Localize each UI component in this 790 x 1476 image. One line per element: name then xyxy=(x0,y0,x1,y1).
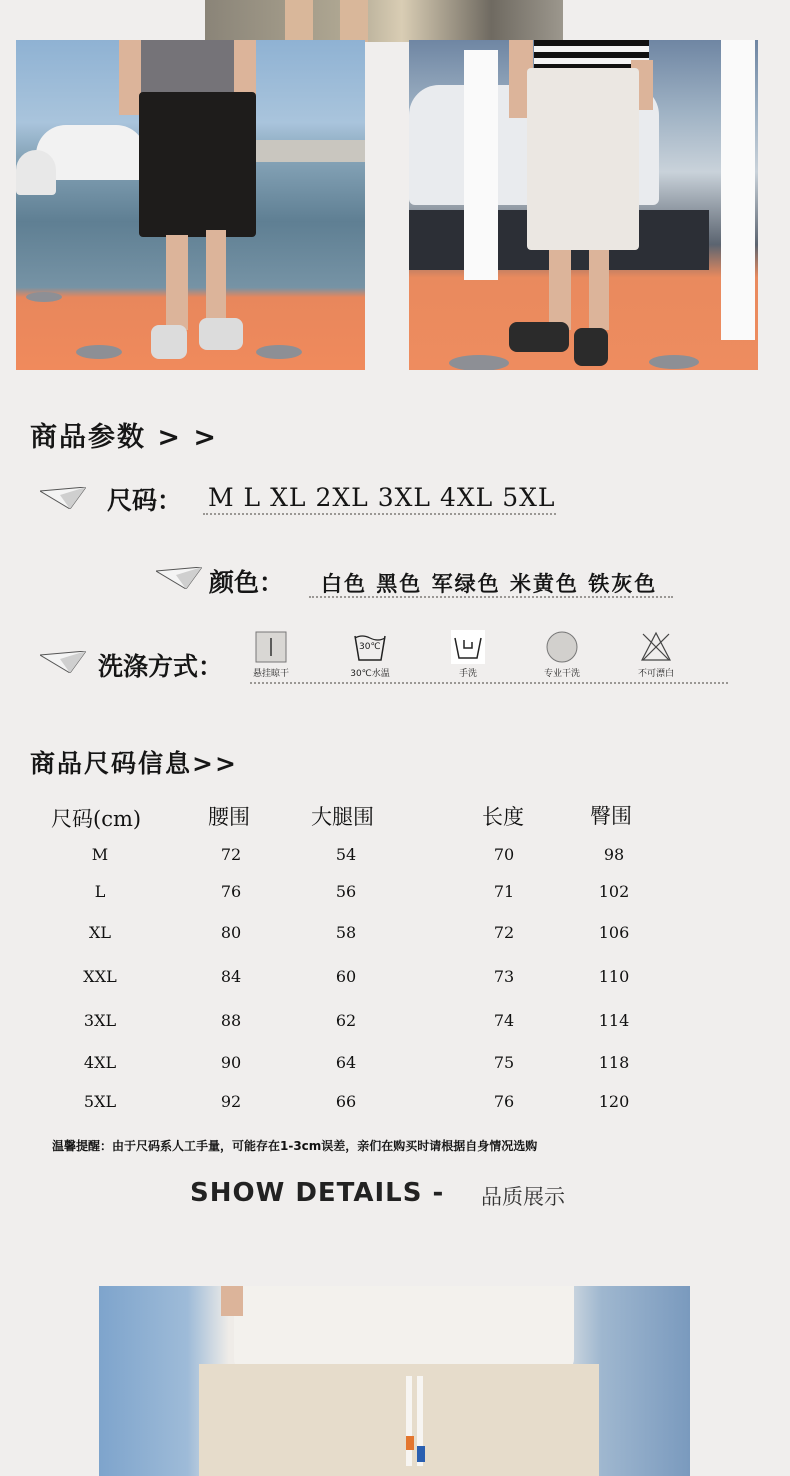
table-cell-waist: 80 xyxy=(220,923,242,942)
table-cell-waist: 90 xyxy=(220,1053,242,1072)
table-cell-length: 70 xyxy=(493,845,515,864)
table-cell-size: L xyxy=(94,882,106,901)
table-cell-size: M xyxy=(91,845,109,864)
table-cell-waist: 84 xyxy=(220,967,242,986)
product-detail-photo xyxy=(99,1286,690,1476)
table-cell-length: 72 xyxy=(493,923,515,942)
wash-item-no-bleach: 不可漂白 xyxy=(628,630,684,679)
table-header-thigh: 大腿围 xyxy=(311,805,374,829)
color-underline xyxy=(309,596,673,598)
paper-plane-icon xyxy=(40,487,86,509)
dry-clean-icon xyxy=(545,630,579,664)
table-cell-length: 73 xyxy=(493,967,515,986)
table-cell-length: 71 xyxy=(493,882,515,901)
table-cell-hip: 118 xyxy=(598,1053,630,1072)
hand-wash-icon xyxy=(451,630,485,664)
table-cell-size: XXL xyxy=(83,967,117,986)
table-cell-thigh: 66 xyxy=(335,1092,357,1111)
show-details-title: SHOW DETAILS - xyxy=(190,1178,445,1208)
paper-plane-icon xyxy=(40,651,86,673)
table-cell-hip: 106 xyxy=(598,923,630,942)
table-cell-thigh: 62 xyxy=(335,1011,357,1030)
size-label: 尺码： xyxy=(107,486,183,515)
table-cell-hip: 102 xyxy=(598,882,630,901)
color-label: 颜色： xyxy=(209,568,285,597)
table-cell-waist: 88 xyxy=(220,1011,242,1030)
table-header-length: 长度 xyxy=(482,805,524,829)
table-cell-size: 4XL xyxy=(83,1053,117,1072)
table-cell-length: 74 xyxy=(493,1011,515,1030)
table-cell-size: 5XL xyxy=(83,1092,117,1111)
photo-legs xyxy=(285,0,313,42)
table-cell-waist: 92 xyxy=(220,1092,242,1111)
size-info-title: 商品尺码信息>> xyxy=(30,749,238,778)
color-values: 白色 黑色 军绿色 米黄色 铁灰色 xyxy=(321,572,658,596)
product-photo-black-shorts xyxy=(16,40,365,370)
table-cell-thigh: 56 xyxy=(335,882,357,901)
table-cell-length: 75 xyxy=(493,1053,515,1072)
show-details-subtitle: 品质展示 xyxy=(481,1185,565,1209)
hang-dry-icon xyxy=(254,630,288,664)
wash-underline xyxy=(250,682,728,684)
table-cell-thigh: 64 xyxy=(335,1053,357,1072)
product-photo-white-shorts xyxy=(409,40,758,370)
wash-item-dry-clean: 专业干洗 xyxy=(534,630,590,679)
table-cell-hip: 114 xyxy=(598,1011,630,1030)
table-cell-length: 76 xyxy=(493,1092,515,1111)
size-values: M L XL 2XL 3XL 4XL 5XL xyxy=(208,483,556,512)
product-params-title: 商品参数 > > xyxy=(30,422,219,453)
wash-30c-icon: 30℃ xyxy=(353,630,387,664)
table-header-waist: 腰围 xyxy=(208,805,250,829)
no-bleach-icon xyxy=(639,630,673,664)
size-underline xyxy=(203,513,556,515)
size-note: 温馨提醒：由于尺码系人工手量，可能存在1-3cm误差，亲们在购买时请根据自身情况选购 xyxy=(52,1139,538,1153)
table-cell-thigh: 60 xyxy=(335,967,357,986)
table-cell-hip: 110 xyxy=(598,967,630,986)
table-header-size: 尺码(cm) xyxy=(51,807,142,831)
table-cell-waist: 76 xyxy=(220,882,242,901)
table-cell-hip: 98 xyxy=(603,845,625,864)
table-cell-waist: 72 xyxy=(220,845,242,864)
table-cell-size: XL xyxy=(88,923,111,942)
product-photo-top xyxy=(205,0,563,42)
table-cell-thigh: 54 xyxy=(335,845,357,864)
wash-item-30c: 30℃ 30℃水温 xyxy=(342,630,398,679)
wash-item-hang-dry: 悬挂晾干 xyxy=(243,630,299,679)
paper-plane-icon xyxy=(156,567,202,589)
table-header-hip: 臀围 xyxy=(590,804,632,828)
table-cell-size: 3XL xyxy=(83,1011,117,1030)
wash-item-hand-wash: 手洗 xyxy=(440,630,496,679)
wash-label: 洗涤方式： xyxy=(98,652,224,681)
table-cell-hip: 120 xyxy=(598,1092,630,1111)
table-cell-thigh: 58 xyxy=(335,923,357,942)
